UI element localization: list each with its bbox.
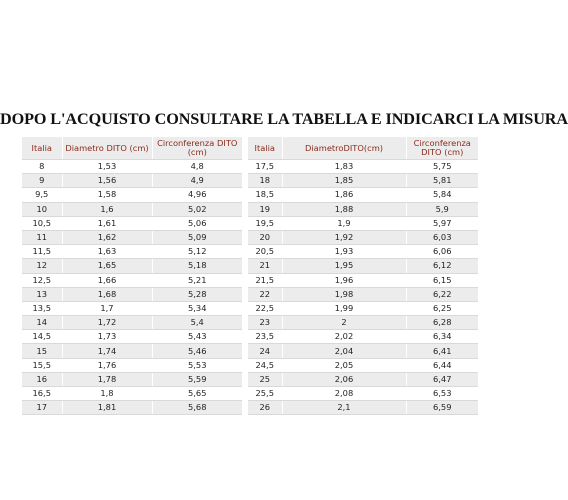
table-row xyxy=(248,344,478,358)
cell-circonferenza: 5,53 xyxy=(152,358,242,372)
cell-circonferenza: 5,12 xyxy=(152,245,242,259)
table-row xyxy=(22,216,242,230)
table-row xyxy=(22,230,242,244)
table-row xyxy=(22,174,242,188)
cell-diametro: 1,73 xyxy=(62,330,152,344)
cell-italia: 8 xyxy=(22,160,62,174)
cell-italia: 15 xyxy=(22,344,62,358)
cell-circonferenza: 5,28 xyxy=(152,287,242,301)
cell-circonferenza: 5,4 xyxy=(152,316,242,330)
cell-diametro: 1,74 xyxy=(62,344,152,358)
cell-diametro: 1,95 xyxy=(282,259,406,273)
table-row xyxy=(22,316,242,330)
cell-circonferenza: 6,47 xyxy=(406,372,478,386)
table-row xyxy=(22,259,242,273)
cell-circonferenza: 6,25 xyxy=(406,301,478,315)
cell-italia: 16,5 xyxy=(22,387,62,401)
cell-circonferenza: 6,53 xyxy=(406,387,478,401)
cell-circonferenza: 5,02 xyxy=(152,202,242,216)
cell-circonferenza: 6,28 xyxy=(406,316,478,330)
cell-diametro: 1,96 xyxy=(282,273,406,287)
column-header-diametro: Diametro DITO (cm) xyxy=(62,137,152,160)
table-row xyxy=(22,202,242,216)
table-row xyxy=(248,216,478,230)
cell-italia: 17 xyxy=(22,401,62,415)
cell-circonferenza: 5,75 xyxy=(406,160,478,174)
cell-circonferenza: 5,21 xyxy=(152,273,242,287)
cell-circonferenza: 6,12 xyxy=(406,259,478,273)
cell-diametro: 1,93 xyxy=(282,245,406,259)
cell-italia: 22 xyxy=(248,287,282,301)
cell-diametro: 1,58 xyxy=(62,188,152,202)
cell-italia: 17,5 xyxy=(248,160,282,174)
cell-diametro: 1,99 xyxy=(282,301,406,315)
cell-italia: 18,5 xyxy=(248,188,282,202)
cell-italia: 21,5 xyxy=(248,273,282,287)
table-row xyxy=(248,202,478,216)
cell-diametro: 1,83 xyxy=(282,160,406,174)
cell-diametro: 1,72 xyxy=(62,316,152,330)
cell-circonferenza: 5,84 xyxy=(406,188,478,202)
cell-diametro: 2 xyxy=(282,316,406,330)
cell-italia: 25,5 xyxy=(248,387,282,401)
table-row xyxy=(248,316,478,330)
cell-italia: 21 xyxy=(248,259,282,273)
cell-diametro: 1,61 xyxy=(62,216,152,230)
cell-italia: 24,5 xyxy=(248,358,282,372)
table-row xyxy=(22,273,242,287)
cell-diametro: 1,78 xyxy=(62,372,152,386)
table-row xyxy=(22,387,242,401)
page-title: DOPO L'ACQUISTO CONSULTARE LA TABELLA E INDICARCI LA MISURA xyxy=(0,110,568,128)
cell-italia: 11,5 xyxy=(22,245,62,259)
cell-diametro: 2,02 xyxy=(282,330,406,344)
cell-circonferenza: 5,59 xyxy=(152,372,242,386)
cell-italia: 18 xyxy=(248,174,282,188)
cell-italia: 20 xyxy=(248,230,282,244)
table-row xyxy=(22,301,242,315)
cell-circonferenza: 6,41 xyxy=(406,344,478,358)
table-row xyxy=(248,301,478,315)
cell-diametro: 2,05 xyxy=(282,358,406,372)
table-row xyxy=(248,230,478,244)
cell-diametro: 1,98 xyxy=(282,287,406,301)
table-row xyxy=(248,372,478,386)
cell-italia: 19,5 xyxy=(248,216,282,230)
table-row xyxy=(22,330,242,344)
table-row xyxy=(248,188,478,202)
ring-size-table-right xyxy=(248,137,478,415)
cell-diametro: 1,86 xyxy=(282,188,406,202)
cell-diametro: 1,81 xyxy=(62,401,152,415)
cell-circonferenza: 5,9 xyxy=(406,202,478,216)
cell-circonferenza: 5,65 xyxy=(152,387,242,401)
cell-diametro: 1,76 xyxy=(62,358,152,372)
table-row xyxy=(248,401,478,415)
cell-diametro: 1,56 xyxy=(62,174,152,188)
cell-italia: 12 xyxy=(22,259,62,273)
cell-diametro: 1,66 xyxy=(62,273,152,287)
cell-circonferenza: 6,03 xyxy=(406,230,478,244)
cell-circonferenza: 6,44 xyxy=(406,358,478,372)
cell-italia: 12,5 xyxy=(22,273,62,287)
cell-italia: 11 xyxy=(22,230,62,244)
cell-circonferenza: 4,96 xyxy=(152,188,242,202)
cell-circonferenza: 5,43 xyxy=(152,330,242,344)
table-row xyxy=(248,387,478,401)
cell-circonferenza: 4,8 xyxy=(152,160,242,174)
cell-circonferenza: 5,34 xyxy=(152,301,242,315)
column-header-circonferenza: Circonferenza DITO (cm) xyxy=(152,137,242,160)
cell-diametro: 1,8 xyxy=(62,387,152,401)
cell-italia: 24 xyxy=(248,344,282,358)
cell-circonferenza: 5,06 xyxy=(152,216,242,230)
cell-italia: 9,5 xyxy=(22,188,62,202)
cell-circonferenza: 5,09 xyxy=(152,230,242,244)
cell-diametro: 1,92 xyxy=(282,230,406,244)
cell-diametro: 1,85 xyxy=(282,174,406,188)
table-row xyxy=(248,259,478,273)
cell-diametro: 1,68 xyxy=(62,287,152,301)
cell-circonferenza: 6,59 xyxy=(406,401,478,415)
cell-italia: 14,5 xyxy=(22,330,62,344)
cell-circonferenza: 5,68 xyxy=(152,401,242,415)
cell-circonferenza: 6,34 xyxy=(406,330,478,344)
cell-italia: 10 xyxy=(22,202,62,216)
cell-circonferenza: 6,22 xyxy=(406,287,478,301)
cell-italia: 14 xyxy=(22,316,62,330)
cell-italia: 25 xyxy=(248,372,282,386)
table-row xyxy=(248,245,478,259)
table-row xyxy=(22,358,242,372)
cell-circonferenza: 5,81 xyxy=(406,174,478,188)
column-header-italia: Italia xyxy=(248,137,282,160)
cell-italia: 26 xyxy=(248,401,282,415)
cell-circonferenza: 5,97 xyxy=(406,216,478,230)
column-header-italia: Italia xyxy=(22,137,62,160)
cell-diametro: 2,06 xyxy=(282,372,406,386)
table-row xyxy=(248,358,478,372)
cell-circonferenza: 5,46 xyxy=(152,344,242,358)
table-header-row xyxy=(248,137,478,160)
cell-italia: 22,5 xyxy=(248,301,282,315)
cell-circonferenza: 6,15 xyxy=(406,273,478,287)
cell-diametro: 1,6 xyxy=(62,202,152,216)
table-row xyxy=(22,372,242,386)
table-row xyxy=(22,160,242,174)
cell-italia: 9 xyxy=(22,174,62,188)
cell-italia: 20,5 xyxy=(248,245,282,259)
table-row xyxy=(248,273,478,287)
cell-italia: 19 xyxy=(248,202,282,216)
cell-italia: 13 xyxy=(22,287,62,301)
column-header-diametro: DiametroDITO(cm) xyxy=(282,137,406,160)
cell-italia: 13,5 xyxy=(22,301,62,315)
table-row xyxy=(22,188,242,202)
cell-circonferenza: 5,18 xyxy=(152,259,242,273)
cell-diametro: 2,08 xyxy=(282,387,406,401)
table-row xyxy=(248,330,478,344)
cell-italia: 16 xyxy=(22,372,62,386)
cell-italia: 23,5 xyxy=(248,330,282,344)
column-header-circonferenza: Circonferenza DITO (cm) xyxy=(406,137,478,160)
cell-diametro: 1,7 xyxy=(62,301,152,315)
table-header-row xyxy=(22,137,242,160)
cell-diametro: 1,63 xyxy=(62,245,152,259)
cell-diametro: 1,65 xyxy=(62,259,152,273)
table-row xyxy=(248,160,478,174)
cell-diametro: 1,88 xyxy=(282,202,406,216)
table-row xyxy=(248,174,478,188)
table-row xyxy=(22,287,242,301)
cell-circonferenza: 6,06 xyxy=(406,245,478,259)
cell-italia: 10,5 xyxy=(22,216,62,230)
cell-italia: 15,5 xyxy=(22,358,62,372)
table-row xyxy=(22,344,242,358)
cell-diametro: 2,1 xyxy=(282,401,406,415)
cell-diametro: 1,62 xyxy=(62,230,152,244)
ring-size-table-left xyxy=(22,137,242,415)
table-row xyxy=(22,401,242,415)
table-row xyxy=(248,287,478,301)
table-row xyxy=(22,245,242,259)
cell-circonferenza: 4,9 xyxy=(152,174,242,188)
cell-italia: 23 xyxy=(248,316,282,330)
cell-diametro: 2,04 xyxy=(282,344,406,358)
cell-diametro: 1,53 xyxy=(62,160,152,174)
cell-diametro: 1,9 xyxy=(282,216,406,230)
